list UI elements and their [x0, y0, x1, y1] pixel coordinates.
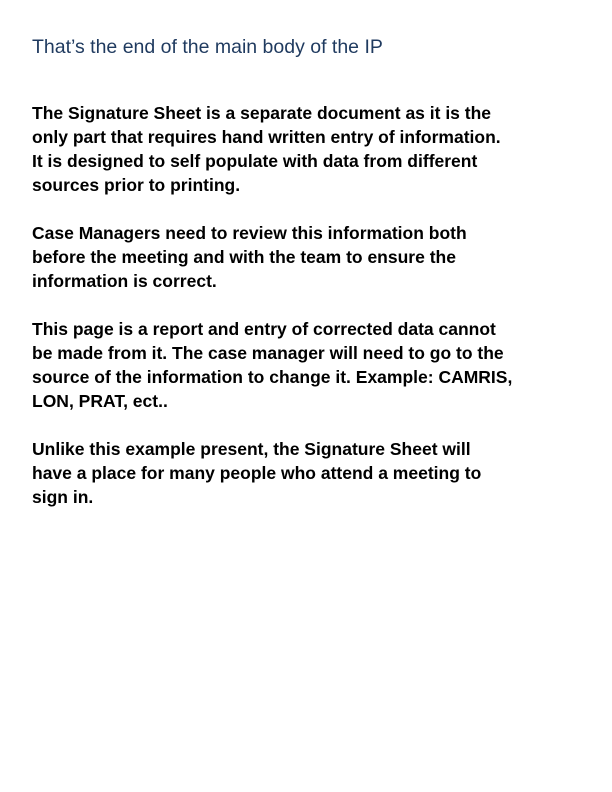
paragraph-line: be made from it. The case manager will need to go to the [32, 343, 504, 363]
paragraph-line: only part that requires hand written entry of information. [32, 127, 501, 147]
paragraph-sign-in [32, 437, 597, 509]
paragraph-line: This page is a report and entry of corrected data cannot [32, 319, 496, 339]
paragraph-signature-sheet [32, 101, 597, 197]
paragraph-line: The Signature Sheet is a separate document as it is the [32, 103, 492, 123]
paragraph-line: information is correct. [32, 271, 217, 291]
slide-body [32, 101, 597, 533]
paragraph-line: Unlike this example present, the Signature Sheet will [32, 439, 471, 459]
paragraph-line: LON, PRAT, ect.. [32, 391, 168, 411]
paragraph-line: sources prior to printing. [32, 175, 241, 195]
paragraph-line: source of the information to change it. Example: CAMRIS, [32, 367, 513, 387]
paragraph-case-managers [32, 221, 597, 293]
paragraph-line: have a place for many people who attend a meeting to [32, 463, 482, 483]
paragraph-report-page [32, 317, 597, 413]
paragraph-line: Case Managers need to review this information both [32, 223, 467, 243]
paragraph-line: before the meeting and with the team to ensure the [32, 247, 456, 267]
paragraph-line: It is designed to self populate with data from different [32, 151, 478, 171]
paragraph-line: sign in. [32, 487, 94, 507]
slide-title: That’s the end of the main body of the IP [32, 36, 383, 58]
